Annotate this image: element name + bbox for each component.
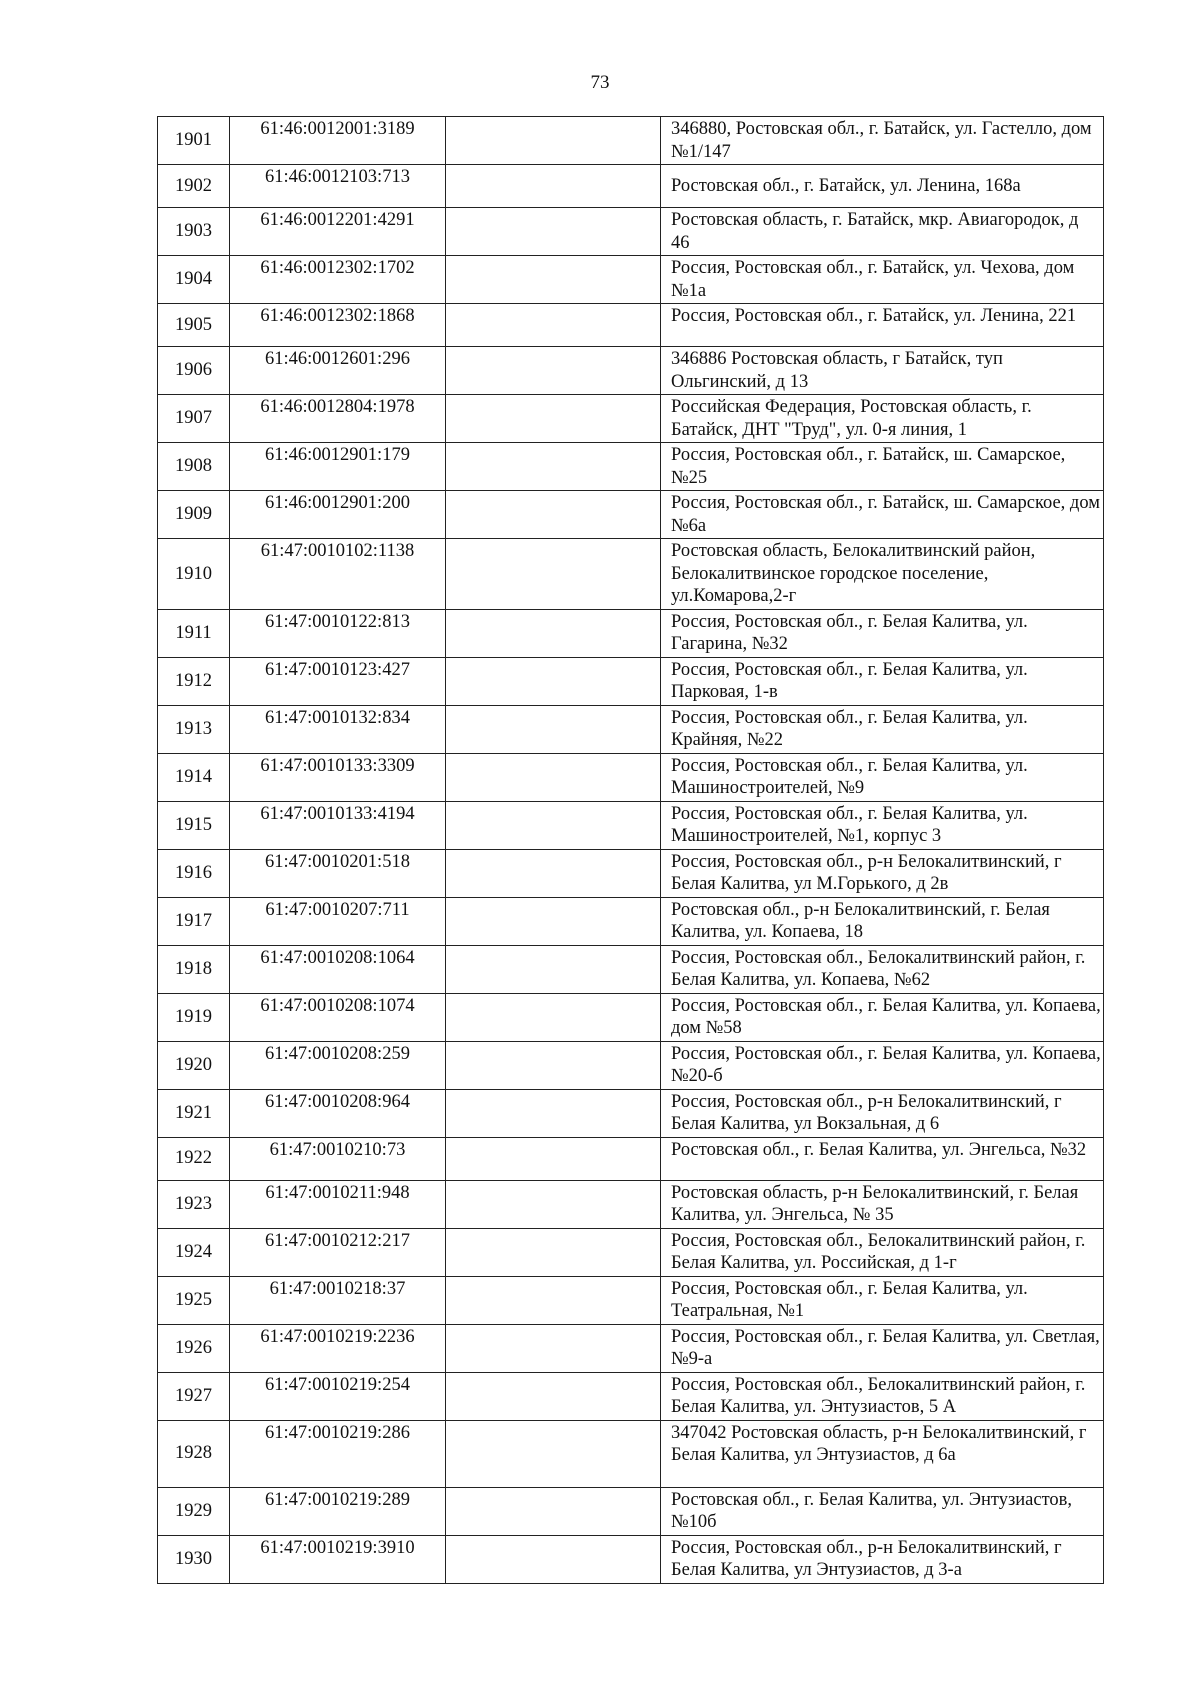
cadastral-number: 61:47:0010208:1064 <box>230 945 446 993</box>
registry-table <box>157 116 1104 1584</box>
empty-cell <box>446 801 661 849</box>
cadastral-number: 61:47:0010133:3309 <box>230 753 446 801</box>
row-number: 1911 <box>158 609 230 657</box>
table-row <box>158 1180 1104 1228</box>
address: Ростовская обл., г. Белая Калитва, ул. Энгельса, №32 <box>661 1137 1104 1180</box>
cadastral-number: 61:47:0010102:1138 <box>230 539 446 610</box>
table-row <box>158 1276 1104 1324</box>
row-number: 1917 <box>158 897 230 945</box>
cadastral-number: 61:47:0010208:1074 <box>230 993 446 1041</box>
cadastral-number: 61:47:0010218:37 <box>230 1276 446 1324</box>
empty-cell <box>446 165 661 208</box>
table-row <box>158 1137 1104 1180</box>
address: Россия, Ростовская обл., г. Белая Калитва, ул. Копаева, дом №58 <box>661 993 1104 1041</box>
row-number: 1904 <box>158 256 230 304</box>
empty-cell <box>446 945 661 993</box>
row-number: 1927 <box>158 1372 230 1420</box>
row-number: 1909 <box>158 491 230 539</box>
cadastral-number: 61:47:0010219:289 <box>230 1487 446 1535</box>
empty-cell <box>446 304 661 347</box>
row-number: 1921 <box>158 1089 230 1137</box>
table-row <box>158 705 1104 753</box>
address: Россия, Ростовская обл., г. Батайск, ш. Самарское, №25 <box>661 443 1104 491</box>
table-row <box>158 1089 1104 1137</box>
address: Россия, Ростовская обл., г. Батайск, ул. Чехова, дом №1а <box>661 256 1104 304</box>
empty-cell <box>446 897 661 945</box>
cadastral-number: 61:46:0012901:179 <box>230 443 446 491</box>
table-row <box>158 1228 1104 1276</box>
row-number: 1901 <box>158 117 230 165</box>
row-number: 1912 <box>158 657 230 705</box>
table-row <box>158 897 1104 945</box>
empty-cell <box>446 657 661 705</box>
cadastral-number: 61:46:0012302:1868 <box>230 304 446 347</box>
row-number: 1910 <box>158 539 230 610</box>
address: Российская Федерация, Ростовская область, г. Батайск, ДНТ "Труд", ул. 0-я линия, 1 <box>661 395 1104 443</box>
empty-cell <box>446 1180 661 1228</box>
table-row <box>158 1487 1104 1535</box>
empty-cell <box>446 993 661 1041</box>
empty-cell <box>446 1228 661 1276</box>
cadastral-number: 61:47:0010210:73 <box>230 1137 446 1180</box>
address: Россия, Ростовская обл., г. Белая Калитва, ул. Светлая, №9-а <box>661 1324 1104 1372</box>
row-number: 1906 <box>158 347 230 395</box>
table-row <box>158 165 1104 208</box>
address: Ростовская обл., р-н Белокалитвинский, г. Белая Калитва, ул. Копаева, 18 <box>661 897 1104 945</box>
cadastral-number: 61:46:0012001:3189 <box>230 117 446 165</box>
empty-cell <box>446 1276 661 1324</box>
table-row <box>158 753 1104 801</box>
address: Россия, Ростовская обл., г. Батайск, ул. Ленина, 221 <box>661 304 1104 347</box>
table-row <box>158 256 1104 304</box>
row-number: 1903 <box>158 208 230 256</box>
cadastral-number: 61:47:0010208:259 <box>230 1041 446 1089</box>
empty-cell <box>446 256 661 304</box>
cadastral-number: 61:47:0010201:518 <box>230 849 446 897</box>
table-row <box>158 945 1104 993</box>
row-number: 1905 <box>158 304 230 347</box>
table-row <box>158 657 1104 705</box>
table-row <box>158 1535 1104 1583</box>
empty-cell <box>446 1041 661 1089</box>
cadastral-number: 61:47:0010219:286 <box>230 1420 446 1487</box>
cadastral-number: 61:47:0010219:3910 <box>230 1535 446 1583</box>
address: Россия, Ростовская обл., г. Батайск, ш. Самарское, дом №6а <box>661 491 1104 539</box>
cadastral-number: 61:47:0010123:427 <box>230 657 446 705</box>
empty-cell <box>446 1420 661 1487</box>
address: Ростовская обл., г. Батайск, ул. Ленина, 168а <box>661 165 1104 208</box>
empty-cell <box>446 849 661 897</box>
cadastral-number: 61:47:0010132:834 <box>230 705 446 753</box>
table-row <box>158 539 1104 610</box>
row-number: 1918 <box>158 945 230 993</box>
address: Ростовская область, Белокалитвинский район, Белокалитвинское городское поселение, ул.Комарова,2-г <box>661 539 1104 610</box>
registry-table-body <box>158 117 1104 1584</box>
table-row <box>158 395 1104 443</box>
table-row <box>158 609 1104 657</box>
row-number: 1907 <box>158 395 230 443</box>
cadastral-number: 61:47:0010211:948 <box>230 1180 446 1228</box>
empty-cell <box>446 117 661 165</box>
empty-cell <box>446 1324 661 1372</box>
cadastral-number: 61:47:0010219:2236 <box>230 1324 446 1372</box>
row-number: 1924 <box>158 1228 230 1276</box>
address: Ростовская область, р-н Белокалитвинский, г. Белая Калитва, ул. Энгельса, № 35 <box>661 1180 1104 1228</box>
cadastral-number: 61:47:0010212:217 <box>230 1228 446 1276</box>
address: Россия, Ростовская обл., р-н Белокалитвинский, г Белая Калитва, ул М.Горького, д 2в <box>661 849 1104 897</box>
address: Россия, Ростовская обл., Белокалитвинский район, г. Белая Калитва, ул. Российская, д 1-г <box>661 1228 1104 1276</box>
address: 346880, Ростовская обл., г. Батайск, ул. Гастелло, дом №1/147 <box>661 117 1104 165</box>
row-number: 1920 <box>158 1041 230 1089</box>
address: Россия, Ростовская обл., г. Белая Калитва, ул. Машиностроителей, №1, корпус 3 <box>661 801 1104 849</box>
empty-cell <box>446 539 661 610</box>
row-number: 1902 <box>158 165 230 208</box>
cadastral-number: 61:46:0012302:1702 <box>230 256 446 304</box>
row-number: 1914 <box>158 753 230 801</box>
empty-cell <box>446 1535 661 1583</box>
cadastral-number: 61:47:0010219:254 <box>230 1372 446 1420</box>
address: Ростовская обл., г. Белая Калитва, ул. Энтузиастов, №10б <box>661 1487 1104 1535</box>
address: Ростовская область, г. Батайск, мкр. Авиагородок, д 46 <box>661 208 1104 256</box>
cadastral-number: 61:46:0012601:296 <box>230 347 446 395</box>
cadastral-number: 61:46:0012804:1978 <box>230 395 446 443</box>
table-row <box>158 117 1104 165</box>
address: 347042 Ростовская область, р-н Белокалитвинский, г Белая Калитва, ул Энтузиастов, д 6а <box>661 1420 1104 1487</box>
table-row <box>158 1420 1104 1487</box>
cadastral-number: 61:46:0012103:713 <box>230 165 446 208</box>
empty-cell <box>446 395 661 443</box>
cadastral-number: 61:47:0010207:711 <box>230 897 446 945</box>
table-row <box>158 801 1104 849</box>
address: Россия, Ростовская обл., г. Белая Калитва, ул. Копаева, №20-б <box>661 1041 1104 1089</box>
table-row <box>158 304 1104 347</box>
cadastral-number: 61:47:0010208:964 <box>230 1089 446 1137</box>
address: Россия, Ростовская обл., Белокалитвинский район, г. Белая Калитва, ул. Копаева, №62 <box>661 945 1104 993</box>
row-number: 1930 <box>158 1535 230 1583</box>
row-number: 1922 <box>158 1137 230 1180</box>
cadastral-number: 61:46:0012201:4291 <box>230 208 446 256</box>
empty-cell <box>446 1137 661 1180</box>
table-row <box>158 491 1104 539</box>
empty-cell <box>446 1089 661 1137</box>
row-number: 1925 <box>158 1276 230 1324</box>
address: Россия, Ростовская обл., г. Белая Калитва, ул. Крайняя, №22 <box>661 705 1104 753</box>
empty-cell <box>446 491 661 539</box>
page-number: 73 <box>590 72 610 93</box>
empty-cell <box>446 1487 661 1535</box>
address: Россия, Ростовская обл., г. Белая Калитва, ул. Театральная, №1 <box>661 1276 1104 1324</box>
cadastral-number: 61:46:0012901:200 <box>230 491 446 539</box>
address: Россия, Ростовская обл., г. Белая Калитва, ул. Гагарина, №32 <box>661 609 1104 657</box>
empty-cell <box>446 208 661 256</box>
row-number: 1929 <box>158 1487 230 1535</box>
row-number: 1916 <box>158 849 230 897</box>
table-row <box>158 1372 1104 1420</box>
row-number: 1915 <box>158 801 230 849</box>
empty-cell <box>446 1372 661 1420</box>
cadastral-number: 61:47:0010122:813 <box>230 609 446 657</box>
row-number: 1923 <box>158 1180 230 1228</box>
table-row <box>158 849 1104 897</box>
table-row <box>158 443 1104 491</box>
table-row <box>158 208 1104 256</box>
empty-cell <box>446 443 661 491</box>
row-number: 1919 <box>158 993 230 1041</box>
address: 346886 Ростовская область, г Батайск, туп Ольгинский, д 13 <box>661 347 1104 395</box>
table-row <box>158 1041 1104 1089</box>
row-number: 1928 <box>158 1420 230 1487</box>
empty-cell <box>446 753 661 801</box>
row-number: 1908 <box>158 443 230 491</box>
empty-cell <box>446 705 661 753</box>
row-number: 1913 <box>158 705 230 753</box>
row-number: 1926 <box>158 1324 230 1372</box>
empty-cell <box>446 347 661 395</box>
address: Россия, Ростовская обл., р-н Белокалитвинский, г Белая Калитва, ул Вокзальная, д 6 <box>661 1089 1104 1137</box>
address: Россия, Ростовская обл., Белокалитвинский район, г. Белая Калитва, ул. Энтузиастов, 5 А <box>661 1372 1104 1420</box>
empty-cell <box>446 609 661 657</box>
cadastral-number: 61:47:0010133:4194 <box>230 801 446 849</box>
table-row <box>158 347 1104 395</box>
table-row <box>158 993 1104 1041</box>
address: Россия, Ростовская обл., г. Белая Калитва, ул. Машиностроителей, №9 <box>661 753 1104 801</box>
address: Россия, Ростовская обл., р-н Белокалитвинский, г Белая Калитва, ул Энтузиастов, д 3-а <box>661 1535 1104 1583</box>
address: Россия, Ростовская обл., г. Белая Калитва, ул. Парковая, 1-в <box>661 657 1104 705</box>
table-row <box>158 1324 1104 1372</box>
